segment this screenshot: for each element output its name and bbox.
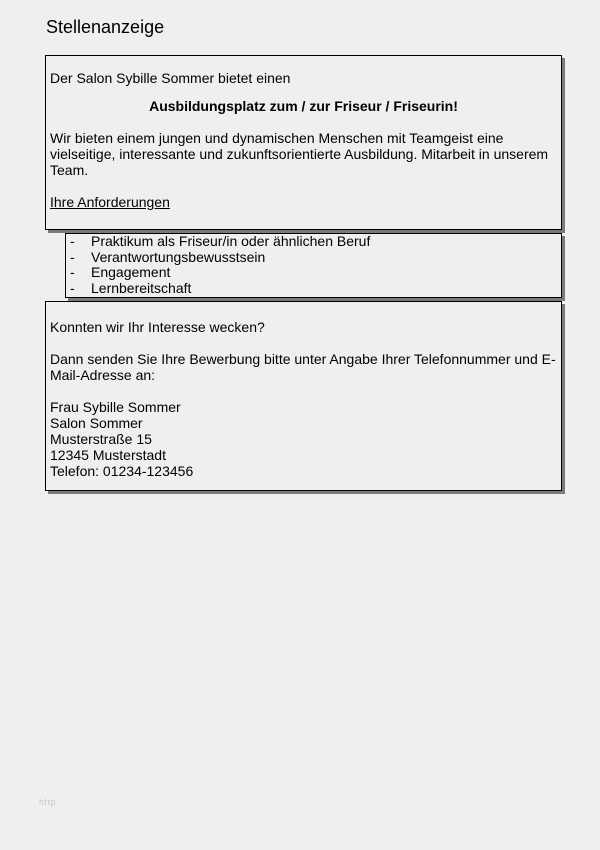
requirement-text: Lernbereitschaft	[91, 280, 192, 297]
list-item	[70, 250, 561, 266]
list-item	[70, 265, 561, 281]
contact-question: Konnten wir Ihr Interesse wecken?	[50, 319, 265, 335]
contact-instruction: Dann senden Sie Ihre Bewerbung bitte unter Angabe Ihrer Telefonnummer und E-Mail-Adresse an:	[50, 351, 556, 383]
list-item	[70, 234, 561, 250]
bullet-dash: -	[70, 264, 75, 281]
contact-city: 12345 Musterstadt	[50, 447, 166, 463]
bullet-dash: -	[70, 233, 75, 249]
job-headline: Ausbildungsplatz zum / zur Friseur / Friseurin!	[149, 98, 458, 114]
footer-watermark: http	[39, 797, 57, 807]
intro-paragraph: Wir bieten einem jungen und dynamischen Menschen mit Teamgeist eine vielseitige, interessante und zukunftsorientierte Ausbildung. Mitarbeit in unserem Team.	[50, 130, 549, 178]
requirement-text: Verantwortungsbewusstsein	[91, 248, 266, 265]
contact-company: Salon Sommer	[50, 415, 143, 431]
requirement-text: Praktikum als Friseur/in oder ähnlichen Beruf	[91, 233, 371, 249]
requirements-list	[70, 234, 561, 297]
intro-line: Der Salon Sybille Sommer bietet einen	[50, 70, 291, 86]
contact-street: Musterstraße 15	[50, 431, 152, 447]
list-item	[70, 281, 561, 297]
requirements-box	[65, 233, 562, 298]
contact-name: Frau Sybille Sommer	[50, 399, 181, 415]
contact-phone: Telefon: 01234-123456	[50, 463, 194, 479]
page-title: Stellenanzeige	[46, 17, 165, 37]
bullet-dash: -	[70, 280, 75, 297]
requirement-text: Engagement	[91, 264, 171, 281]
bullet-dash: -	[70, 248, 75, 265]
requirements-heading: Ihre Anforderungen	[50, 194, 170, 210]
contact-box	[45, 301, 562, 491]
intro-box	[45, 55, 562, 230]
